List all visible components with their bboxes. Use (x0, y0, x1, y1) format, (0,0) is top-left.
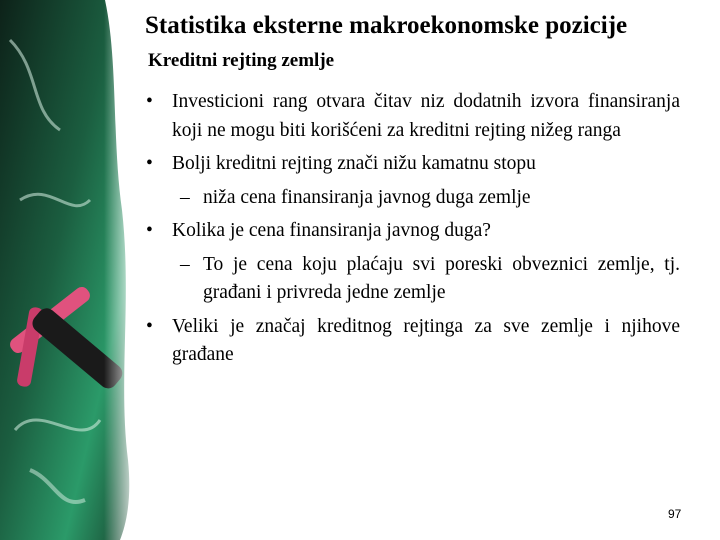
bullet-marker: • (146, 153, 153, 174)
bullet-marker: • (146, 91, 153, 112)
slide-subtitle: Kreditni rejting zemlje (148, 50, 335, 71)
bullet-item (140, 313, 680, 370)
slide-title: Statistika eksterne makroekonomske pozicije (145, 12, 628, 39)
bullet-item (140, 150, 680, 179)
dash-marker: – (180, 186, 190, 208)
chalkboard-decoration (0, 0, 140, 540)
bullet-item (140, 217, 680, 246)
bullet-item (140, 88, 680, 145)
bullet-text: Veliki je značaj kreditnog rejtinga za sve zemlje i njihove građane (172, 315, 680, 365)
page-number: 97 (668, 507, 682, 521)
dash-marker: – (180, 253, 190, 275)
bullet-text: Kolika je cena finansiranja javnog duga? (172, 220, 491, 241)
sub-bullet-item (140, 184, 680, 213)
bullet-marker: • (146, 315, 153, 337)
sub-bullet-item (140, 251, 680, 308)
sub-bullet-text: niža cena finansiranja javnog duga zemlje (203, 186, 531, 208)
bullet-list (140, 88, 680, 375)
sub-bullet-text: To je cena koju plaćaju svi poreski obveznici zemlje, tj. građani i privreda jedne zemlje (203, 253, 680, 303)
bullet-marker: • (146, 220, 153, 241)
bullet-text: Bolji kreditni rejting znači nižu kamatnu stopu (172, 153, 536, 174)
bullet-text: Investicioni rang otvara čitav niz dodatnih izvora finansiranja koji ne mogu biti korišćeni za kreditni rejting nižeg ranga (172, 91, 680, 141)
